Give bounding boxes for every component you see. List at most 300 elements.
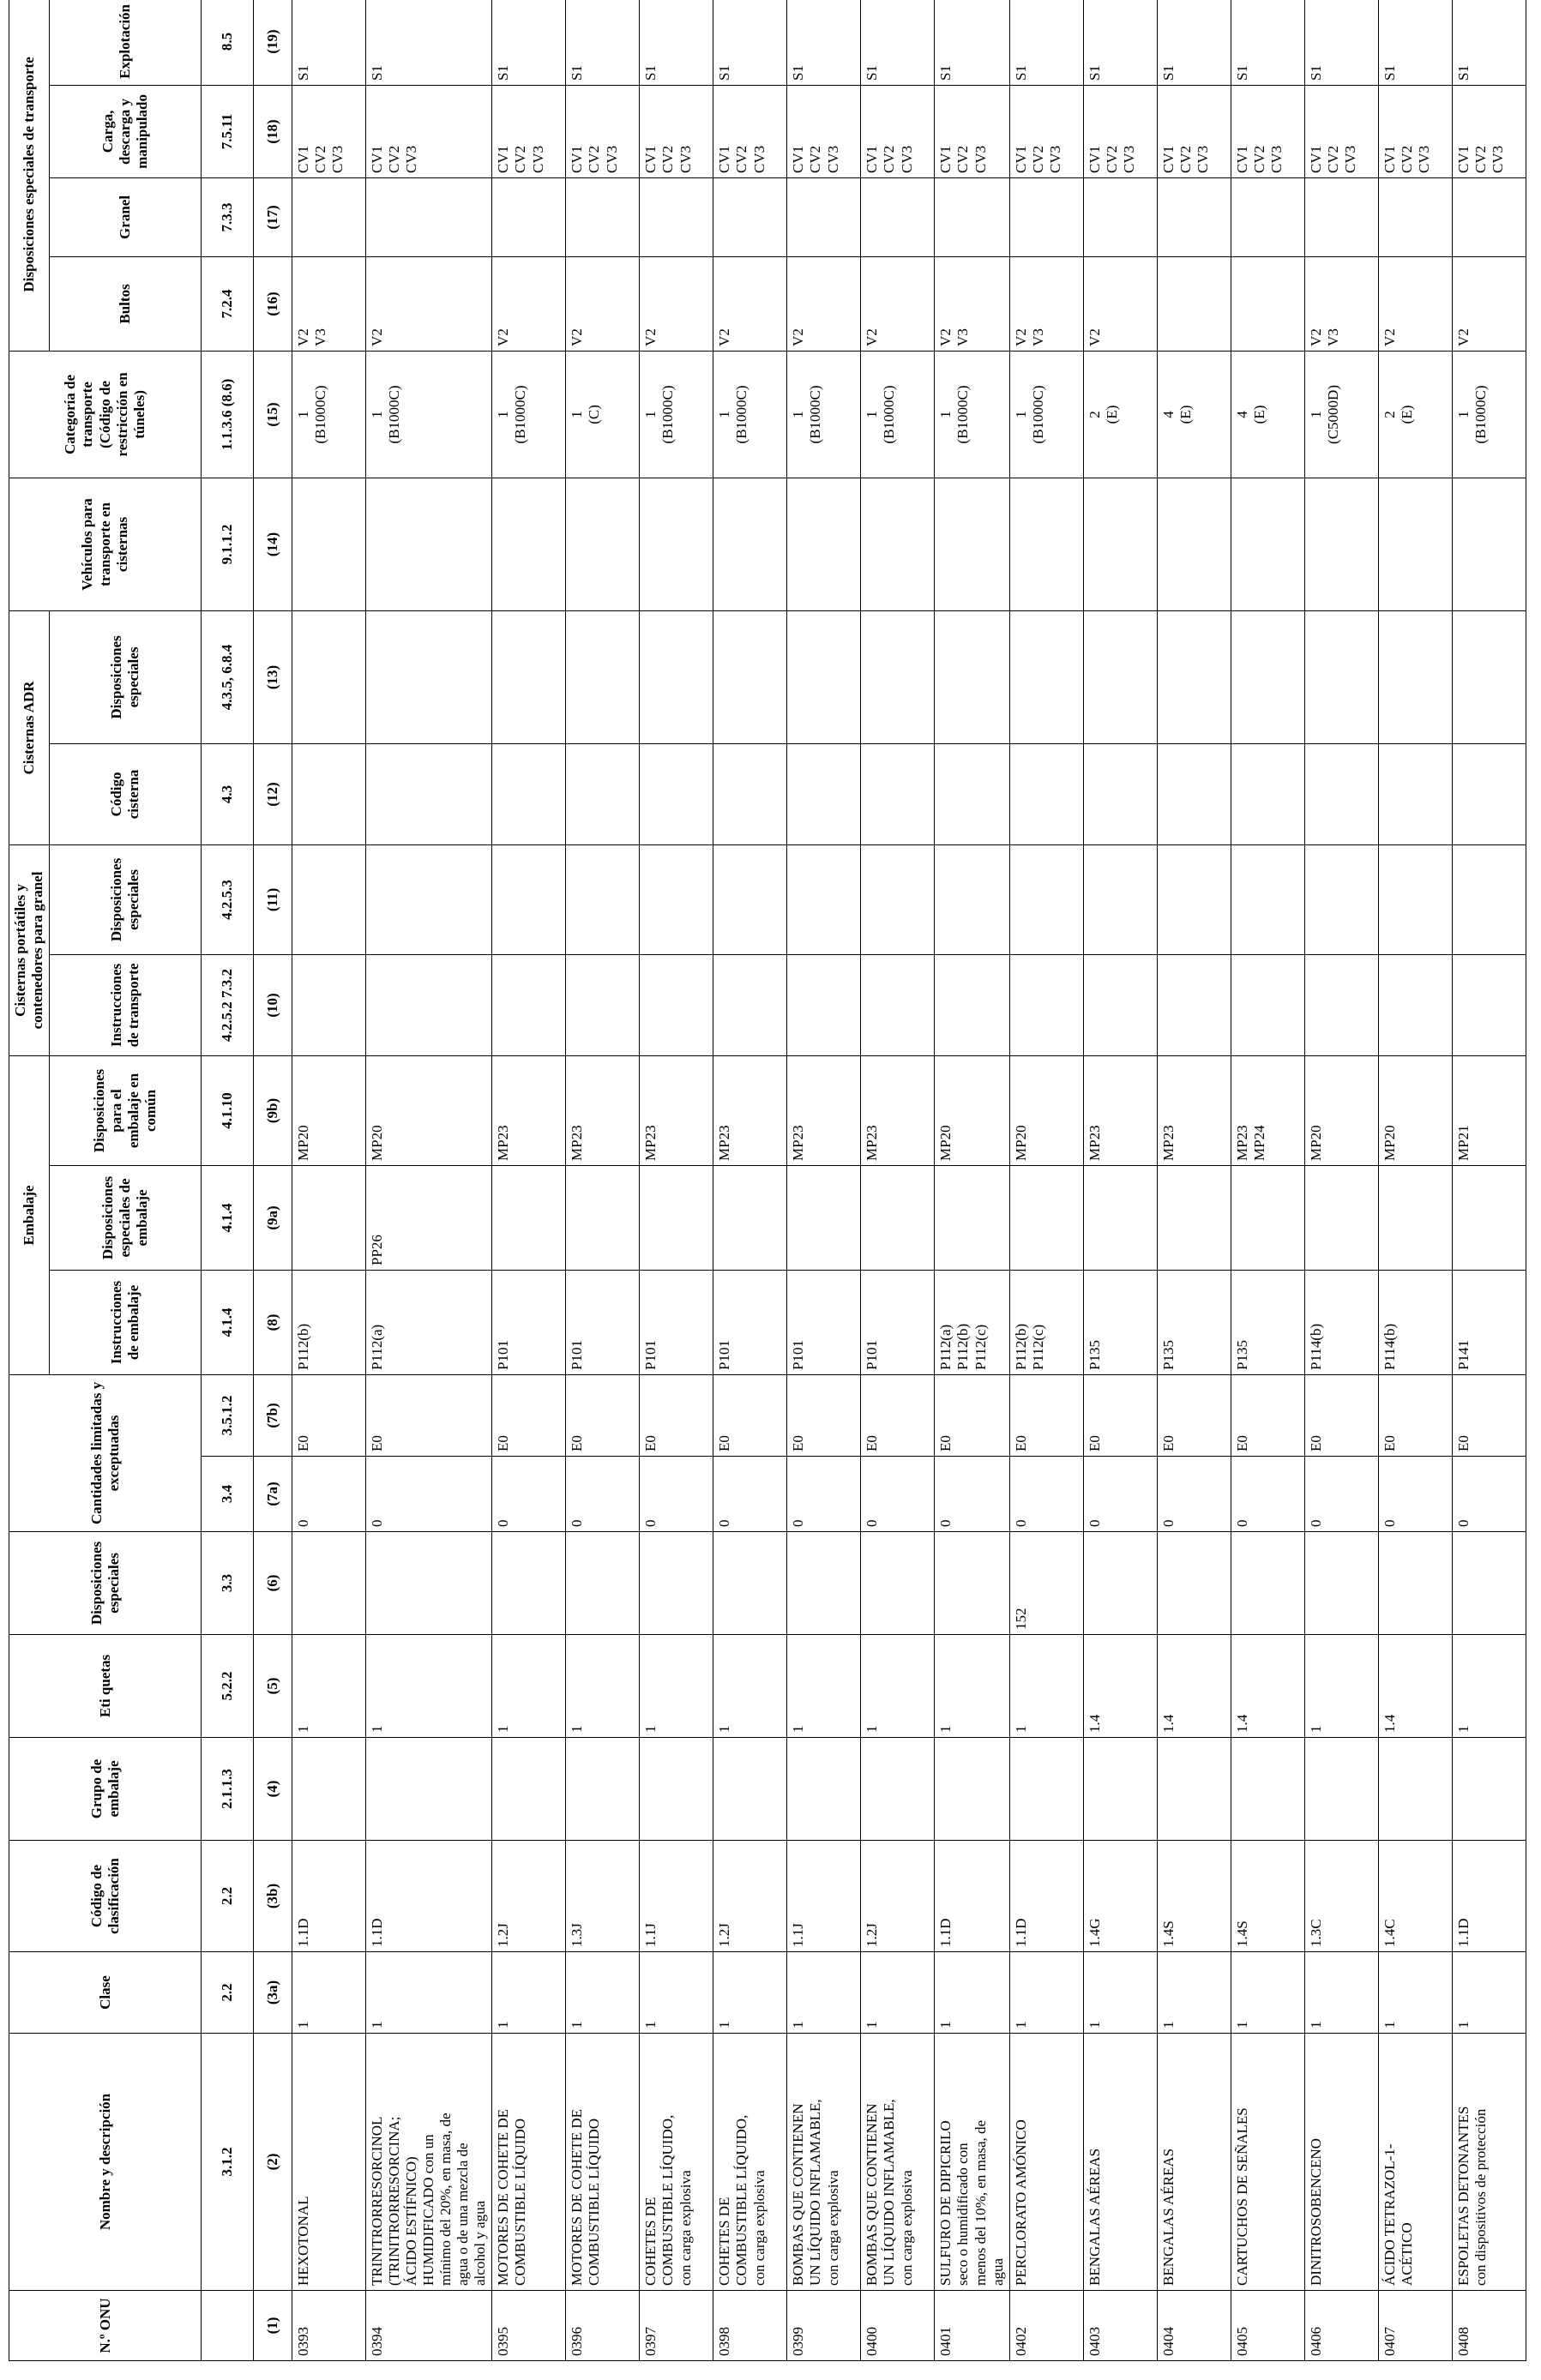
bultos-cell bbox=[566, 256, 640, 351]
disp-esp-emb-cell bbox=[640, 1166, 713, 1271]
categoria-cell bbox=[1452, 351, 1526, 478]
categoria-cell bbox=[640, 351, 713, 478]
categoria-cell-line: 1 bbox=[369, 411, 386, 418]
bultos-cell-line: V2 bbox=[1307, 328, 1324, 346]
ref-cell: 2.2 bbox=[202, 1841, 254, 1952]
column-number-cell: (11) bbox=[254, 844, 292, 954]
header-etiquetas: Eti quetas bbox=[9, 1635, 202, 1738]
disp-esp-cell bbox=[366, 1532, 492, 1635]
disp-esp-cell bbox=[640, 1532, 713, 1635]
grupo-cell bbox=[1231, 1738, 1304, 1841]
disp-esp-cell: 152 bbox=[1009, 1532, 1083, 1635]
un-number: 0403 bbox=[1083, 2291, 1157, 2361]
instr-transp-cell bbox=[1304, 954, 1378, 1055]
carga-cell-line: CV2 bbox=[807, 145, 824, 173]
vehiculos-cell bbox=[713, 478, 787, 610]
emb-comun-cell bbox=[1231, 1055, 1304, 1165]
bultos-cell-line: V2 bbox=[937, 328, 954, 346]
emb-comun-cell bbox=[366, 1055, 492, 1165]
disp-esp-cell bbox=[713, 1532, 787, 1635]
substance-name-line: BOMBAS QUE CONTIENEN bbox=[864, 2103, 881, 2286]
substance-name-line: COMBUSTIBLE LÍQUIDO, bbox=[659, 2114, 677, 2286]
ref-cell: 3.3 bbox=[202, 1532, 254, 1635]
cant-lim-a-cell: 0 bbox=[1378, 1457, 1452, 1532]
substance-name-line: ÁCIDO ESTÍFNICO) bbox=[403, 2156, 420, 2286]
un-number: 0395 bbox=[492, 2291, 566, 2361]
un-number: 0405 bbox=[1231, 2291, 1304, 2361]
instr-emb-cell-line: P112(a) bbox=[937, 1324, 954, 1370]
column-number-cell: (8) bbox=[254, 1271, 292, 1375]
vehiculos-cell bbox=[492, 478, 566, 610]
carga-cell-line: CV2 bbox=[512, 145, 529, 173]
instr-emb-cell-line: P135 bbox=[1086, 1340, 1103, 1370]
column-number-row bbox=[254, 0, 292, 2361]
substance-name bbox=[935, 2034, 1009, 2291]
carga-cell-line: CV3 bbox=[403, 145, 420, 173]
disp-esp-cp-cell bbox=[640, 844, 713, 954]
carga-cell bbox=[713, 85, 787, 177]
granel-cell bbox=[566, 177, 640, 256]
ref-cell: 4.3 bbox=[202, 743, 254, 844]
cant-lim-b-cell: E0 bbox=[492, 1375, 566, 1457]
emb-comun-cell-line: MP23 bbox=[790, 1125, 807, 1161]
granel-cell bbox=[1157, 177, 1231, 256]
categoria-cell-line: 1 bbox=[716, 411, 733, 418]
substance-name bbox=[492, 2034, 566, 2291]
explotacion-cell: S1 bbox=[1304, 0, 1378, 85]
emb-comun-cell-line: MP23 bbox=[642, 1125, 659, 1161]
vehiculos-cell bbox=[1009, 478, 1083, 610]
granel-cell bbox=[292, 177, 366, 256]
table-row bbox=[787, 0, 861, 2361]
disp-esp-cp-cell bbox=[1231, 844, 1304, 954]
categoria-cell-line: 1 bbox=[1012, 411, 1029, 418]
carga-cell-line: CV2 bbox=[1324, 145, 1341, 173]
categoria-cell-line: 4 bbox=[1159, 411, 1177, 418]
bultos-cell bbox=[1231, 256, 1304, 351]
carga-cell bbox=[366, 85, 492, 177]
codigo-cell: 1.2J bbox=[861, 1841, 935, 1952]
cod-cisterna-cell bbox=[1231, 743, 1304, 844]
etiquetas-cell: 1 bbox=[566, 1635, 640, 1738]
disp-esp-adr-cell bbox=[292, 610, 366, 743]
header-disp-esp-emb: Disposiciones especiales de embalaje bbox=[50, 1166, 202, 1271]
bultos-cell bbox=[1452, 256, 1526, 351]
granel-cell bbox=[787, 177, 861, 256]
header-categoria: Categoría de transporte (Código de restricción en túneles) bbox=[9, 351, 202, 478]
table-row bbox=[366, 0, 492, 2361]
clase-cell: 1 bbox=[1304, 1952, 1378, 2034]
instr-emb-cell bbox=[713, 1271, 787, 1375]
etiquetas-cell: 1.4 bbox=[1378, 1635, 1452, 1738]
disp-esp-adr-cell bbox=[366, 610, 492, 743]
substance-name-line: BENGALAS AÉREAS bbox=[1086, 2148, 1103, 2286]
instr-emb-cell bbox=[1452, 1271, 1526, 1375]
grupo-cell bbox=[366, 1738, 492, 1841]
disp-esp-cell bbox=[566, 1532, 640, 1635]
header-disp-esp-adr: Disposiciones especiales bbox=[50, 610, 202, 743]
cod-cisterna-cell bbox=[1157, 743, 1231, 844]
table-row bbox=[492, 0, 566, 2361]
bultos-cell-line: V2 bbox=[495, 328, 512, 346]
column-number-cell: (13) bbox=[254, 610, 292, 743]
cant-lim-b-cell: E0 bbox=[1231, 1375, 1304, 1457]
substance-name bbox=[861, 2034, 935, 2291]
bultos-cell bbox=[861, 256, 935, 351]
instr-transp-cell bbox=[1157, 954, 1231, 1055]
un-number: 0408 bbox=[1452, 2291, 1526, 2361]
emb-comun-cell bbox=[861, 1055, 935, 1165]
bultos-cell bbox=[1378, 256, 1452, 351]
carga-cell bbox=[1157, 85, 1231, 177]
cod-cisterna-cell bbox=[640, 743, 713, 844]
substance-name-line: COHETES DE bbox=[642, 2197, 659, 2286]
carga-cell bbox=[640, 85, 713, 177]
disp-esp-cell bbox=[935, 1532, 1009, 1635]
carga-cell-line: CV3 bbox=[898, 145, 915, 173]
vehiculos-cell bbox=[861, 478, 935, 610]
disp-esp-emb-cell-line: PP26 bbox=[369, 1235, 386, 1265]
carga-cell-line: CV2 bbox=[659, 145, 677, 173]
substance-name bbox=[566, 2034, 640, 2291]
instr-transp-cell bbox=[1083, 954, 1157, 1055]
bultos-cell bbox=[787, 256, 861, 351]
grupo-cell bbox=[861, 1738, 935, 1841]
bultos-cell bbox=[1304, 256, 1378, 351]
un-number: 0393 bbox=[292, 2291, 366, 2361]
bultos-cell bbox=[1083, 256, 1157, 351]
bultos-cell-line: V2 bbox=[569, 328, 586, 346]
header-vehiculos: Vehículos para transporte en cisternas bbox=[9, 478, 202, 610]
codigo-cell: 1.1J bbox=[787, 1841, 861, 1952]
disp-esp-emb-cell bbox=[1157, 1166, 1231, 1271]
instr-emb-cell bbox=[292, 1271, 366, 1375]
vehiculos-cell bbox=[935, 478, 1009, 610]
instr-emb-cell-line: P101 bbox=[495, 1340, 512, 1370]
codigo-cell: 1.1D bbox=[935, 1841, 1009, 1952]
substance-name-line: MOTORES DE COHETE DE bbox=[569, 2108, 586, 2286]
table-row bbox=[292, 0, 366, 2361]
disp-esp-emb-cell bbox=[1083, 1166, 1157, 1271]
explotacion-cell: S1 bbox=[1231, 0, 1304, 85]
instr-emb-cell-line: P112(b) bbox=[295, 1323, 312, 1370]
substance-name-line: agua o de una mezcla de bbox=[454, 2143, 472, 2286]
bultos-cell-line: V3 bbox=[1029, 328, 1046, 346]
categoria-cell-line: (B1000C) bbox=[1029, 385, 1046, 444]
categoria-cell-line: 2 bbox=[1381, 411, 1398, 418]
explotacion-cell: S1 bbox=[787, 0, 861, 85]
explotacion-cell: S1 bbox=[1378, 0, 1452, 85]
clase-cell: 1 bbox=[492, 1952, 566, 2034]
bultos-cell-line: V2 bbox=[1381, 328, 1398, 346]
categoria-cell bbox=[861, 351, 935, 478]
instr-emb-cell bbox=[1378, 1271, 1452, 1375]
carga-cell-line: CV1 bbox=[1233, 145, 1250, 173]
categoria-cell bbox=[1231, 351, 1304, 478]
bultos-cell-line: V2 bbox=[1454, 328, 1472, 346]
un-number: 0404 bbox=[1157, 2291, 1231, 2361]
carga-cell bbox=[935, 85, 1009, 177]
column-number-cell: (4) bbox=[254, 1738, 292, 1841]
header-instr-transp: Instrucciones de transporte bbox=[50, 954, 202, 1055]
cant-lim-a-cell: 0 bbox=[1304, 1457, 1378, 1532]
categoria-cell bbox=[1083, 351, 1157, 478]
grupo-cell bbox=[935, 1738, 1009, 1841]
disp-esp-adr-cell bbox=[492, 610, 566, 743]
cod-cisterna-cell bbox=[566, 743, 640, 844]
disp-esp-emb-cell bbox=[787, 1166, 861, 1271]
disp-esp-adr-cell bbox=[1378, 610, 1452, 743]
codigo-cell: 1.4S bbox=[1157, 1841, 1231, 1952]
table-row bbox=[713, 0, 787, 2361]
cod-cisterna-cell bbox=[292, 743, 366, 844]
etiquetas-cell: 1.4 bbox=[1157, 1635, 1231, 1738]
granel-cell bbox=[935, 177, 1009, 256]
substance-name-line: COHETES DE bbox=[716, 2197, 733, 2286]
instr-emb-cell-line: P112(c) bbox=[972, 1324, 989, 1370]
instr-emb-cell-line: P135 bbox=[1233, 1340, 1250, 1370]
cod-cisterna-cell bbox=[1009, 743, 1083, 844]
header-clase: Clase bbox=[9, 1952, 202, 2034]
carga-cell bbox=[292, 85, 366, 177]
instr-emb-cell bbox=[1083, 1271, 1157, 1375]
categoria-cell bbox=[1157, 351, 1231, 478]
table-row bbox=[935, 0, 1009, 2361]
disp-esp-cell bbox=[292, 1532, 366, 1635]
instr-transp-cell bbox=[1009, 954, 1083, 1055]
instr-emb-cell-line: P112(b) bbox=[954, 1323, 972, 1370]
cant-lim-a-cell: 0 bbox=[1231, 1457, 1304, 1532]
column-number-cell: (12) bbox=[254, 743, 292, 844]
instr-emb-cell bbox=[787, 1271, 861, 1375]
codigo-cell: 1.1D bbox=[1452, 1841, 1526, 1952]
header-explotacion: Explotación bbox=[50, 0, 202, 85]
carga-cell-line: CV2 bbox=[1103, 145, 1120, 173]
clase-cell: 1 bbox=[1231, 1952, 1304, 2034]
table-row bbox=[1009, 0, 1083, 2361]
bultos-cell-line: V2 bbox=[295, 328, 312, 346]
emb-comun-cell bbox=[1378, 1055, 1452, 1165]
categoria-cell-line: 2 bbox=[1086, 411, 1103, 418]
explotacion-cell: S1 bbox=[292, 0, 366, 85]
grupo-cell bbox=[1157, 1738, 1231, 1841]
carga-cell-line: CV2 bbox=[1250, 145, 1267, 173]
disp-esp-emb-cell bbox=[566, 1166, 640, 1271]
column-number-cell: (14) bbox=[254, 478, 292, 610]
clase-cell: 1 bbox=[861, 1952, 935, 2034]
emb-comun-cell-line: MP23 bbox=[716, 1125, 733, 1161]
categoria-cell-line: 1 bbox=[495, 411, 512, 418]
substance-name-line: DINITROSOBENCENO bbox=[1307, 2138, 1324, 2286]
instr-emb-cell bbox=[492, 1271, 566, 1375]
bultos-cell bbox=[1157, 256, 1231, 351]
etiquetas-cell: 1 bbox=[640, 1635, 713, 1738]
substance-name-line: HUMIDIFICADO con un bbox=[420, 2134, 437, 2286]
carga-cell-line: CV1 bbox=[1159, 145, 1177, 173]
bultos-cell bbox=[713, 256, 787, 351]
ref-cell: 3.1.2 bbox=[202, 2034, 254, 2291]
header-name: Nombre y descripción bbox=[9, 2034, 202, 2291]
un-number: 0406 bbox=[1304, 2291, 1378, 2361]
emb-comun-cell bbox=[1452, 1055, 1526, 1165]
carga-cell-line: CV3 bbox=[750, 145, 767, 173]
categoria-cell-line: (B1000C) bbox=[512, 385, 529, 444]
ref-cell: 9.1.1.2 bbox=[202, 478, 254, 610]
cant-lim-a-cell: 0 bbox=[292, 1457, 366, 1532]
categoria-cell bbox=[713, 351, 787, 478]
instr-emb-cell bbox=[566, 1271, 640, 1375]
header-embalaje: Embalaje bbox=[9, 1055, 50, 1374]
codigo-cell: 1.3C bbox=[1304, 1841, 1378, 1952]
categoria-cell-line: (B1000C) bbox=[1472, 385, 1489, 444]
instr-emb-cell-line: P101 bbox=[716, 1340, 733, 1370]
granel-cell bbox=[640, 177, 713, 256]
cant-lim-b-cell: E0 bbox=[861, 1375, 935, 1457]
codigo-cell: 1.1J bbox=[640, 1841, 713, 1952]
disp-esp-cp-cell bbox=[492, 844, 566, 954]
granel-cell bbox=[1378, 177, 1452, 256]
column-number-cell: (5) bbox=[254, 1635, 292, 1738]
substance-name bbox=[1083, 2034, 1157, 2291]
explotacion-cell: S1 bbox=[1083, 0, 1157, 85]
categoria-cell bbox=[935, 351, 1009, 478]
carga-cell-line: CV1 bbox=[495, 145, 512, 173]
ref-cell bbox=[202, 2291, 254, 2361]
emb-comun-cell-line: MP20 bbox=[1012, 1125, 1029, 1161]
instr-emb-cell-line: P101 bbox=[642, 1340, 659, 1370]
disp-esp-emb-cell bbox=[1231, 1166, 1304, 1271]
grupo-cell bbox=[640, 1738, 713, 1841]
codigo-cell: 1.2J bbox=[713, 1841, 787, 1952]
carga-cell-line: CV2 bbox=[1177, 145, 1194, 173]
un-number: 0399 bbox=[787, 2291, 861, 2361]
emb-comun-cell-line: MP23 bbox=[495, 1125, 512, 1161]
substance-name-line: agua bbox=[989, 2257, 1006, 2286]
substance-name bbox=[1452, 2034, 1526, 2291]
table-row bbox=[640, 0, 713, 2361]
vehiculos-cell bbox=[292, 478, 366, 610]
categoria-cell-line: (E) bbox=[1103, 405, 1120, 424]
cant-lim-a-cell: 0 bbox=[366, 1457, 492, 1532]
disp-esp-emb-cell bbox=[935, 1166, 1009, 1271]
carga-cell-line: CV2 bbox=[954, 145, 972, 173]
emb-comun-cell bbox=[787, 1055, 861, 1165]
ref-cell: 4.2.5.3 bbox=[202, 844, 254, 954]
categoria-cell-line: (E) bbox=[1250, 405, 1267, 424]
emb-comun-cell-line: MP23 bbox=[864, 1125, 881, 1161]
categoria-cell-line: 1 bbox=[642, 411, 659, 418]
cant-lim-b-cell: E0 bbox=[566, 1375, 640, 1457]
clase-cell: 1 bbox=[1157, 1952, 1231, 2034]
categoria-cell-line: (C5000D) bbox=[1324, 384, 1341, 444]
header-disp-emb-comun: Disposiciones para el embalaje en común bbox=[50, 1055, 202, 1165]
ref-cell: 7.3.3 bbox=[202, 177, 254, 256]
disp-esp-cp-cell bbox=[787, 844, 861, 954]
cant-lim-b-cell: E0 bbox=[713, 1375, 787, 1457]
vehiculos-cell bbox=[566, 478, 640, 610]
granel-cell bbox=[1083, 177, 1157, 256]
grupo-cell bbox=[787, 1738, 861, 1841]
cant-lim-a-cell: 0 bbox=[935, 1457, 1009, 1532]
emb-comun-cell-line: MP23 bbox=[1159, 1125, 1177, 1161]
emb-comun-cell bbox=[292, 1055, 366, 1165]
cant-lim-a-cell: 0 bbox=[640, 1457, 713, 1532]
cod-cisterna-cell bbox=[861, 743, 935, 844]
emb-comun-cell bbox=[640, 1055, 713, 1165]
substance-name-line: mínimo del 20%, en masa, de bbox=[437, 2113, 454, 2286]
disp-esp-cell bbox=[1157, 1532, 1231, 1635]
disp-esp-cp-cell bbox=[1452, 844, 1526, 954]
carga-cell-line: CV2 bbox=[881, 145, 898, 173]
categoria-cell-line: (E) bbox=[1398, 405, 1415, 424]
header-disp-esp-cp: Disposiciones especiales bbox=[50, 844, 202, 954]
table-row bbox=[1157, 0, 1231, 2361]
substance-name-line: COMBUSTIBLE LÍQUIDO bbox=[512, 2118, 529, 2286]
emb-comun-cell-line: MP24 bbox=[1250, 1125, 1267, 1161]
categoria-cell bbox=[1378, 351, 1452, 478]
bultos-cell bbox=[640, 256, 713, 351]
ref-cell: 7.2.4 bbox=[202, 256, 254, 351]
carga-cell-line: CV3 bbox=[1194, 145, 1211, 173]
table-row bbox=[1083, 0, 1157, 2361]
categoria-cell-line: (B1000C) bbox=[954, 385, 972, 444]
disp-esp-emb-cell bbox=[292, 1166, 366, 1271]
disp-esp-adr-cell bbox=[1304, 610, 1378, 743]
categoria-cell-line: 1 bbox=[295, 411, 312, 418]
codigo-cell: 1.4G bbox=[1083, 1841, 1157, 1952]
granel-cell bbox=[366, 177, 492, 256]
disp-esp-cp-cell bbox=[861, 844, 935, 954]
substance-name-line: CARTUCHOS DE SEÑALES bbox=[1233, 2107, 1250, 2286]
cant-lim-a-cell: 0 bbox=[861, 1457, 935, 1532]
carga-cell-line: CV1 bbox=[1454, 145, 1472, 173]
header-cist-adr: Cisternas ADR bbox=[9, 610, 50, 844]
vehiculos-cell bbox=[1378, 478, 1452, 610]
header-disp-esp: Disposiciones especiales bbox=[9, 1532, 202, 1635]
header-grupo: Grupo de embalaje bbox=[9, 1738, 202, 1841]
un-number: 0397 bbox=[640, 2291, 713, 2361]
substance-name bbox=[292, 2034, 366, 2291]
granel-cell bbox=[1304, 177, 1378, 256]
cant-lim-b-cell: E0 bbox=[1378, 1375, 1452, 1457]
emb-comun-cell bbox=[1009, 1055, 1083, 1165]
carga-cell-line: CV2 bbox=[1029, 145, 1046, 173]
column-number-cell: (3a) bbox=[254, 1952, 292, 2034]
grupo-cell bbox=[566, 1738, 640, 1841]
substance-name-line: COMBUSTIBLE LÍQUIDO, bbox=[733, 2114, 750, 2286]
emb-comun-cell-line: MP20 bbox=[937, 1125, 954, 1161]
carga-cell-line: CV3 bbox=[1341, 145, 1358, 173]
etiquetas-cell: 1 bbox=[1452, 1635, 1526, 1738]
vehiculos-cell bbox=[1452, 478, 1526, 610]
cant-lim-b-cell: E0 bbox=[935, 1375, 1009, 1457]
categoria-cell bbox=[787, 351, 861, 478]
substance-name-line: ACÉTICO bbox=[1398, 2222, 1415, 2286]
header-disp-transporte: Disposiciones especiales de transporte bbox=[9, 0, 50, 351]
categoria-cell bbox=[1009, 351, 1083, 478]
substance-name-line: menos del 10%, en masa, de bbox=[972, 2119, 989, 2286]
disp-esp-cp-cell bbox=[1083, 844, 1157, 954]
substance-name bbox=[1009, 2034, 1083, 2291]
column-number-cell: (19) bbox=[254, 0, 292, 85]
clase-cell: 1 bbox=[1452, 1952, 1526, 2034]
grupo-cell bbox=[292, 1738, 366, 1841]
un-number: 0394 bbox=[366, 2291, 492, 2361]
etiquetas-cell: 1 bbox=[861, 1635, 935, 1738]
cant-lim-b-cell: E0 bbox=[292, 1375, 366, 1457]
grupo-cell bbox=[1083, 1738, 1157, 1841]
cant-lim-b-cell: E0 bbox=[1083, 1375, 1157, 1457]
